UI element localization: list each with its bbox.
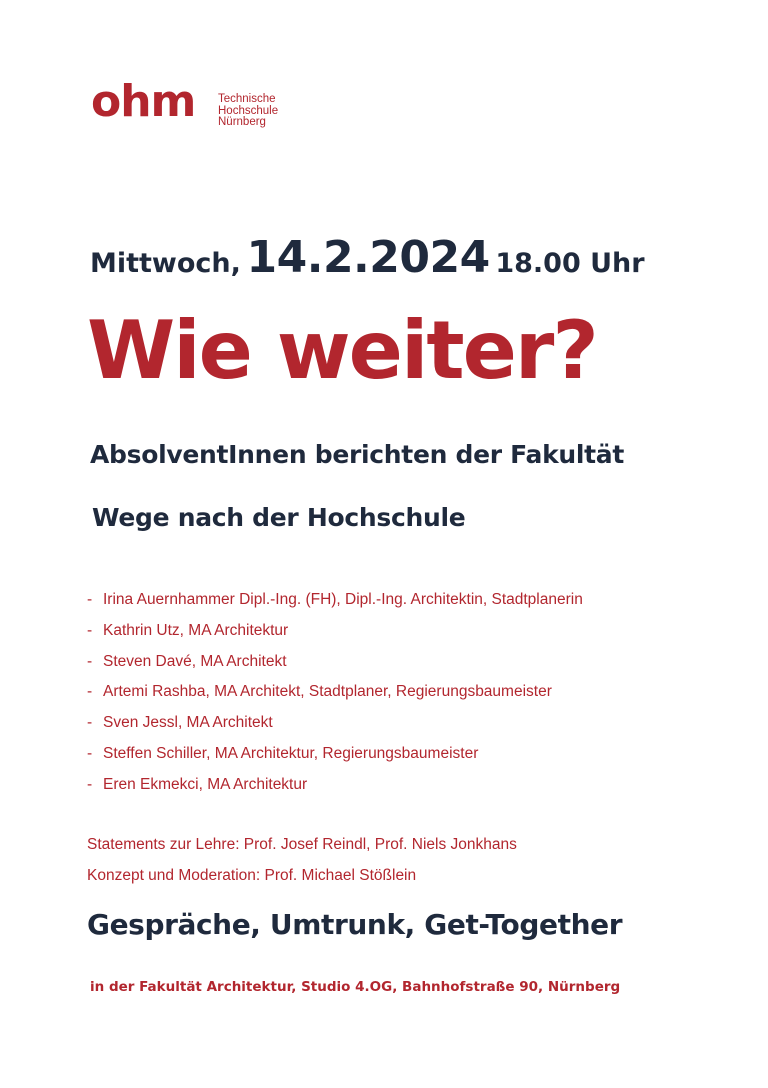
bullet-dash: - xyxy=(87,652,93,670)
logo-line-2: Hochschule xyxy=(218,104,279,117)
speaker-name: Steffen Schiller, MA Architektur, Regierungsbaumeister xyxy=(103,744,479,762)
bullet-dash: - xyxy=(87,683,93,701)
speaker-name: Artemi Rashba, MA Architekt, Stadtplaner, Regierungsbaumeister xyxy=(103,683,552,701)
speaker-name: Irina Auernhammer Dipl.-Ing. (FH), Dipl.-Ing. Architektin, Stadtplanerin xyxy=(103,591,583,608)
event-time: 18.00 Uhr xyxy=(495,248,645,279)
bullet-dash: - xyxy=(87,591,93,608)
bullet-dash: - xyxy=(87,744,93,762)
venue-address: in der Fakultät Architektur, Studio 4.OG, Bahnhofstraße 90, Nürnberg xyxy=(90,979,621,995)
logo-institution-name xyxy=(218,94,278,129)
list-item xyxy=(87,588,583,619)
list-item xyxy=(87,773,583,804)
list-item xyxy=(87,680,583,711)
logo-wordmark: ohm xyxy=(91,76,196,127)
moderation-line: Konzept und Moderation: Prof. Michael Stößlein xyxy=(87,867,417,884)
speaker-name: Sven Jessl, MA Architekt xyxy=(103,714,273,732)
get-together-heading: Gespräche, Umtrunk, Get-Together xyxy=(87,908,623,941)
event-datetime xyxy=(90,232,645,283)
statements-line: Statements zur Lehre: Prof. Josef Reindl, Prof. Niels Jonkhans xyxy=(87,836,517,853)
event-date: 14.2.2024 xyxy=(246,232,490,283)
speaker-name: Kathrin Utz, MA Architektur xyxy=(103,621,289,639)
subtitle-paths: Wege nach der Hochschule xyxy=(92,503,466,532)
logo-line-1: Technische xyxy=(218,93,276,105)
bullet-dash: - xyxy=(87,775,93,793)
event-weekday: Mittwoch, xyxy=(90,248,241,279)
bullet-dash: - xyxy=(87,714,93,732)
subtitle-graduates: AbsolventInnen berichten der Fakultät xyxy=(90,440,625,469)
list-item xyxy=(87,619,583,650)
headline: Wie weiter? xyxy=(87,304,597,397)
list-item xyxy=(87,742,583,773)
list-item xyxy=(87,711,583,742)
speaker-list xyxy=(87,588,583,804)
logo-line-3: Nürnberg xyxy=(218,116,266,128)
list-item xyxy=(87,650,583,681)
speaker-name: Eren Ekmekci, MA Architektur xyxy=(103,775,308,793)
bullet-dash: - xyxy=(87,621,93,639)
speaker-name: Steven Davé, MA Architekt xyxy=(103,652,287,670)
